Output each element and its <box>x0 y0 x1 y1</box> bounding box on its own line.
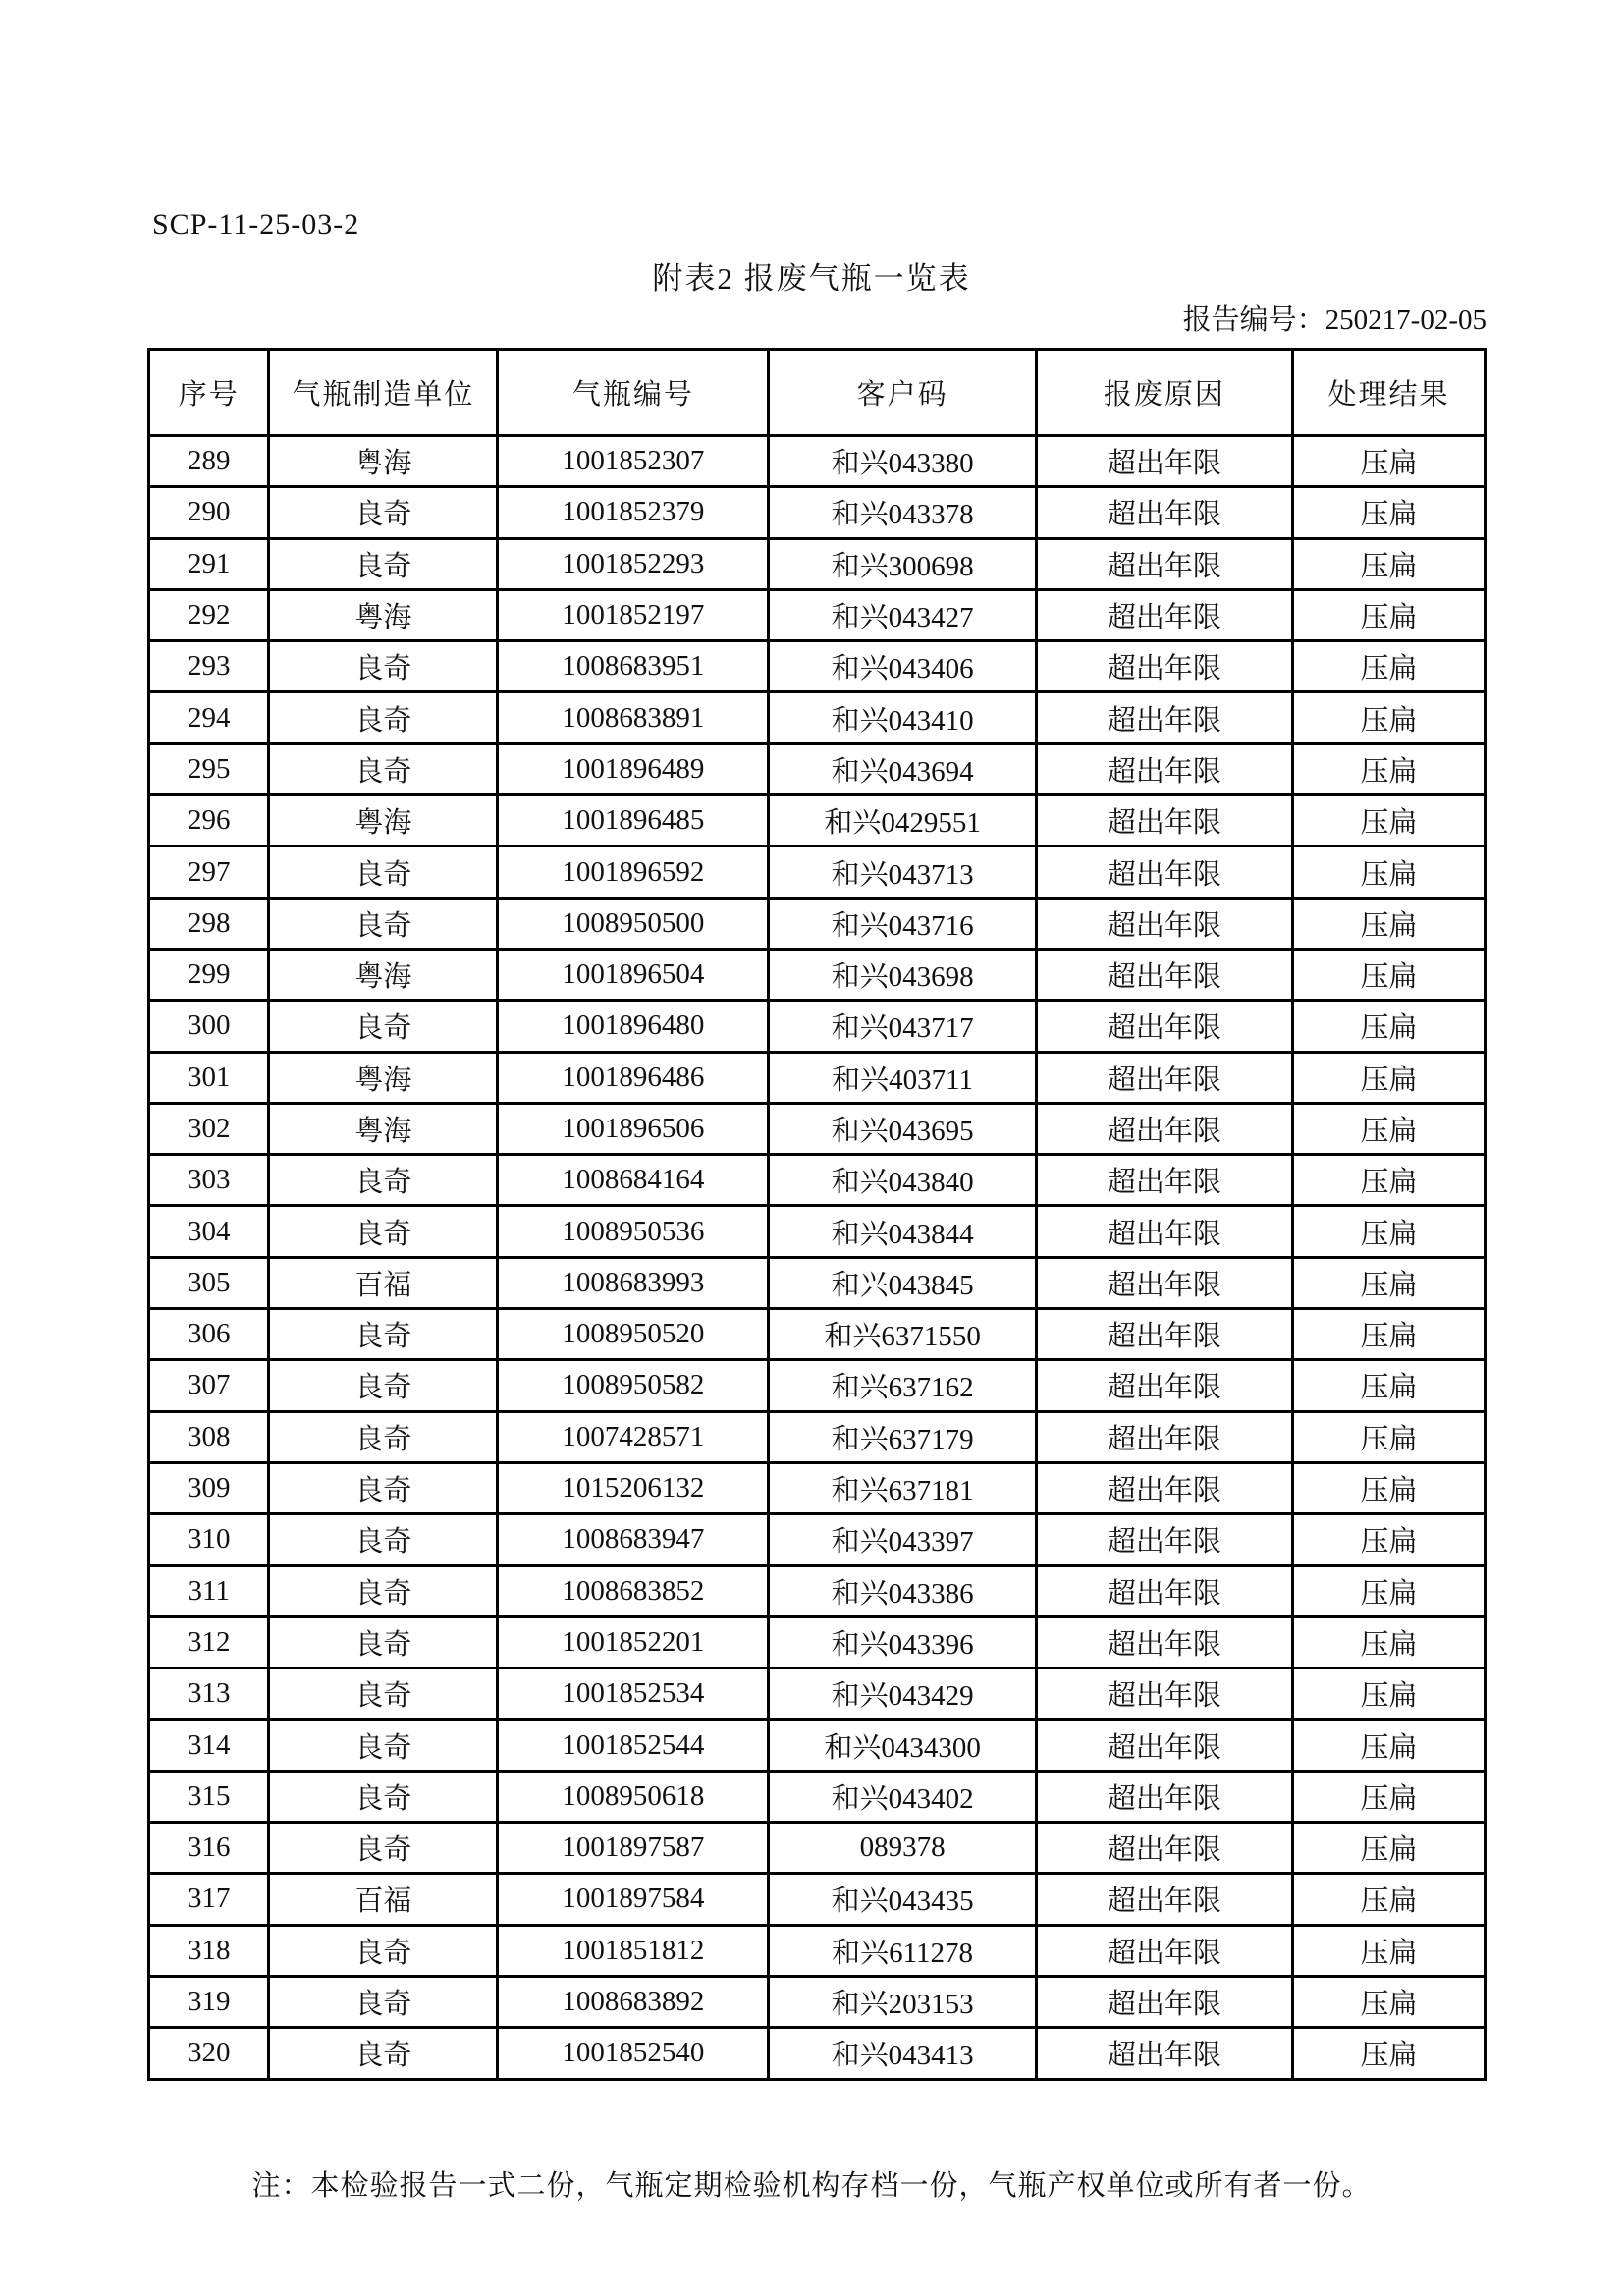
cell-scrap-reason: 超出年限 <box>1036 1462 1292 1513</box>
cell-cylinder-no: 1001896489 <box>498 743 769 794</box>
cell-result: 压扁 <box>1292 1874 1485 1925</box>
cell-result: 压扁 <box>1292 2028 1485 2079</box>
table-row <box>149 1976 1486 2027</box>
cell-seq: 293 <box>149 641 269 692</box>
cell-manufacturer: 粤海 <box>269 1052 498 1103</box>
cell-cylinder-no: 1008950520 <box>498 1309 769 1360</box>
table-header <box>149 350 1486 436</box>
table-row <box>149 692 1486 743</box>
table-row <box>149 1720 1486 1771</box>
cell-manufacturer: 良奇 <box>269 2028 498 2079</box>
col-header-seq: 序号 <box>149 350 269 436</box>
cell-scrap-reason: 超出年限 <box>1036 1001 1292 1052</box>
table-row <box>149 1771 1486 1822</box>
cell-seq: 296 <box>149 795 269 847</box>
cell-seq: 298 <box>149 898 269 949</box>
cell-result: 压扁 <box>1292 1257 1485 1308</box>
cell-scrap-reason: 超出年限 <box>1036 1514 1292 1565</box>
cell-result: 压扁 <box>1292 1462 1485 1513</box>
table-row <box>149 949 1486 1000</box>
cell-scrap-reason: 超出年限 <box>1036 898 1292 949</box>
cell-manufacturer: 百福 <box>269 1257 498 1308</box>
cell-manufacturer: 良奇 <box>269 898 498 949</box>
cell-result: 压扁 <box>1292 898 1485 949</box>
col-header-scrap-reason: 报废原因 <box>1036 350 1292 436</box>
cell-scrap-reason: 超出年限 <box>1036 538 1292 589</box>
cell-manufacturer: 良奇 <box>269 1616 498 1667</box>
cell-customer-code: 和兴0429551 <box>769 795 1036 847</box>
cell-cylinder-no: 1001851812 <box>498 1925 769 1976</box>
cell-customer-code: 和兴043413 <box>769 2028 1036 2079</box>
table-row <box>149 589 1486 640</box>
cell-manufacturer: 粤海 <box>269 436 498 487</box>
cell-scrap-reason: 超出年限 <box>1036 795 1292 847</box>
cell-scrap-reason: 超出年限 <box>1036 1360 1292 1411</box>
cell-scrap-reason: 超出年限 <box>1036 692 1292 743</box>
cell-manufacturer: 良奇 <box>269 1668 498 1720</box>
col-header-manufacturer: 气瓶制造单位 <box>269 350 498 436</box>
table-row <box>149 795 1486 847</box>
table-row <box>149 1001 1486 1052</box>
cell-result: 压扁 <box>1292 743 1485 794</box>
cell-customer-code: 和兴043844 <box>769 1206 1036 1257</box>
cell-result: 压扁 <box>1292 589 1485 640</box>
cell-result: 压扁 <box>1292 1155 1485 1206</box>
report-number-label: 报告编号： <box>1182 304 1325 336</box>
cell-result: 压扁 <box>1292 949 1485 1000</box>
cell-manufacturer: 良奇 <box>269 1720 498 1771</box>
cell-manufacturer: 良奇 <box>269 847 498 898</box>
cell-seq: 309 <box>149 1462 269 1513</box>
cell-seq: 320 <box>149 2028 269 2079</box>
cell-cylinder-no: 1008950618 <box>498 1771 769 1822</box>
cell-seq: 292 <box>149 589 269 640</box>
cell-manufacturer: 良奇 <box>269 1360 498 1411</box>
cell-manufacturer: 良奇 <box>269 1411 498 1462</box>
report-number <box>1183 298 1487 338</box>
cell-customer-code: 和兴043410 <box>769 692 1036 743</box>
table-row <box>149 1052 1486 1103</box>
cell-customer-code: 和兴043386 <box>769 1565 1036 1616</box>
cell-customer-code: 和兴611278 <box>769 1925 1036 1976</box>
cell-manufacturer: 良奇 <box>269 692 498 743</box>
cell-manufacturer: 良奇 <box>269 1206 498 1257</box>
cell-seq: 316 <box>149 1823 269 1874</box>
cell-result: 压扁 <box>1292 1925 1485 1976</box>
table-row <box>149 1565 1486 1616</box>
cell-manufacturer: 良奇 <box>269 1309 498 1360</box>
table-row <box>149 2028 1486 2079</box>
cell-customer-code: 和兴0434300 <box>769 1720 1036 1771</box>
cell-cylinder-no: 1008683951 <box>498 641 769 692</box>
cell-result: 压扁 <box>1292 1668 1485 1720</box>
cell-manufacturer: 良奇 <box>269 1462 498 1513</box>
cell-scrap-reason: 超出年限 <box>1036 1411 1292 1462</box>
cell-result: 压扁 <box>1292 1411 1485 1462</box>
cell-cylinder-no: 1001896486 <box>498 1052 769 1103</box>
cell-manufacturer: 良奇 <box>269 1565 498 1616</box>
cell-customer-code: 和兴203153 <box>769 1976 1036 2027</box>
cell-cylinder-no: 1001896504 <box>498 949 769 1000</box>
cell-seq: 289 <box>149 436 269 487</box>
cell-scrap-reason: 超出年限 <box>1036 1976 1292 2027</box>
cell-cylinder-no: 1001852379 <box>498 487 769 538</box>
cell-seq: 301 <box>149 1052 269 1103</box>
cell-cylinder-no: 1001852534 <box>498 1668 769 1720</box>
cell-result: 压扁 <box>1292 1720 1485 1771</box>
table-row <box>149 1309 1486 1360</box>
cell-seq: 306 <box>149 1309 269 1360</box>
cell-seq: 305 <box>149 1257 269 1308</box>
cell-result: 压扁 <box>1292 1616 1485 1667</box>
table-row <box>149 1411 1486 1462</box>
cell-scrap-reason: 超出年限 <box>1036 1771 1292 1822</box>
cell-result: 压扁 <box>1292 1001 1485 1052</box>
cell-result: 压扁 <box>1292 847 1485 898</box>
cell-cylinder-no: 1008683891 <box>498 692 769 743</box>
footnote: 注：本检验报告一式二份，气瓶定期检验机构存档一份，气瓶产权单位或所有者一份。 <box>251 2170 1372 2202</box>
cell-scrap-reason: 超出年限 <box>1036 1257 1292 1308</box>
cell-seq: 314 <box>149 1720 269 1771</box>
table-row <box>149 1462 1486 1513</box>
cell-result: 压扁 <box>1292 436 1485 487</box>
page-title: 附表2 报废气瓶一览表 <box>652 261 971 296</box>
cell-cylinder-no: 1001852197 <box>498 589 769 640</box>
cell-seq: 302 <box>149 1103 269 1154</box>
cell-cylinder-no: 1001852307 <box>498 436 769 487</box>
doc-code: SCP-11-25-03-2 <box>152 208 360 241</box>
cell-scrap-reason: 超出年限 <box>1036 1823 1292 1874</box>
cell-seq: 308 <box>149 1411 269 1462</box>
cell-cylinder-no: 1008950536 <box>498 1206 769 1257</box>
cell-customer-code: 和兴043845 <box>769 1257 1036 1308</box>
cell-cylinder-no: 1001896480 <box>498 1001 769 1052</box>
cell-result: 压扁 <box>1292 1565 1485 1616</box>
cell-cylinder-no: 1001896485 <box>498 795 769 847</box>
cell-customer-code: 和兴043380 <box>769 436 1036 487</box>
cell-customer-code: 和兴637179 <box>769 1411 1036 1462</box>
cell-customer-code: 和兴043695 <box>769 1103 1036 1154</box>
cell-manufacturer: 良奇 <box>269 538 498 589</box>
cell-result: 压扁 <box>1292 641 1485 692</box>
cell-cylinder-no: 1008683947 <box>498 1514 769 1565</box>
table-body <box>149 436 1486 2080</box>
cell-customer-code: 和兴043435 <box>769 1874 1036 1925</box>
cell-manufacturer: 良奇 <box>269 743 498 794</box>
cell-manufacturer: 良奇 <box>269 1514 498 1565</box>
table-row <box>149 1668 1486 1720</box>
cell-seq: 318 <box>149 1925 269 1976</box>
table-header-row <box>149 350 1486 436</box>
cell-seq: 295 <box>149 743 269 794</box>
cell-seq: 290 <box>149 487 269 538</box>
cell-manufacturer: 良奇 <box>269 1155 498 1206</box>
cell-scrap-reason: 超出年限 <box>1036 1155 1292 1206</box>
col-header-customer-code: 客户码 <box>769 350 1036 436</box>
cell-customer-code: 和兴043694 <box>769 743 1036 794</box>
cell-customer-code: 和兴043406 <box>769 641 1036 692</box>
table-row <box>149 1925 1486 1976</box>
cell-customer-code: 和兴637181 <box>769 1462 1036 1513</box>
cell-result: 压扁 <box>1292 1823 1485 1874</box>
cell-result: 压扁 <box>1292 1309 1485 1360</box>
cell-seq: 304 <box>149 1206 269 1257</box>
cell-customer-code: 和兴043713 <box>769 847 1036 898</box>
cell-cylinder-no: 1008683852 <box>498 1565 769 1616</box>
cell-result: 压扁 <box>1292 1052 1485 1103</box>
cell-manufacturer: 粤海 <box>269 949 498 1000</box>
cell-customer-code: 089378 <box>769 1823 1036 1874</box>
col-header-cylinder-no: 气瓶编号 <box>498 350 769 436</box>
cell-cylinder-no: 1001897587 <box>498 1823 769 1874</box>
cell-customer-code: 和兴043429 <box>769 1668 1036 1720</box>
cell-manufacturer: 良奇 <box>269 1001 498 1052</box>
cell-result: 压扁 <box>1292 1360 1485 1411</box>
table-row <box>149 1823 1486 1874</box>
cell-seq: 299 <box>149 949 269 1000</box>
cell-result: 压扁 <box>1292 1514 1485 1565</box>
cell-cylinder-no: 1015206132 <box>498 1462 769 1513</box>
cell-seq: 317 <box>149 1874 269 1925</box>
cell-result: 压扁 <box>1292 1976 1485 2027</box>
cell-result: 压扁 <box>1292 692 1485 743</box>
cell-manufacturer: 粤海 <box>269 589 498 640</box>
cell-seq: 315 <box>149 1771 269 1822</box>
cell-cylinder-no: 1001896506 <box>498 1103 769 1154</box>
cell-scrap-reason: 超出年限 <box>1036 1206 1292 1257</box>
cell-customer-code: 和兴403711 <box>769 1052 1036 1103</box>
table-row <box>149 1155 1486 1206</box>
cell-cylinder-no: 1008683892 <box>498 1976 769 2027</box>
cell-scrap-reason: 超出年限 <box>1036 436 1292 487</box>
cell-customer-code: 和兴637162 <box>769 1360 1036 1411</box>
cell-scrap-reason: 超出年限 <box>1036 589 1292 640</box>
cell-scrap-reason: 超出年限 <box>1036 847 1292 898</box>
cell-scrap-reason: 超出年限 <box>1036 949 1292 1000</box>
table-row <box>149 1206 1486 1257</box>
cell-manufacturer: 良奇 <box>269 1823 498 1874</box>
cell-scrap-reason: 超出年限 <box>1036 2028 1292 2079</box>
cell-scrap-reason: 超出年限 <box>1036 1565 1292 1616</box>
cell-customer-code: 和兴043396 <box>769 1616 1036 1667</box>
cell-seq: 297 <box>149 847 269 898</box>
cell-cylinder-no: 1007428571 <box>498 1411 769 1462</box>
cell-seq: 294 <box>149 692 269 743</box>
cell-manufacturer: 粤海 <box>269 795 498 847</box>
cell-cylinder-no: 1001852540 <box>498 2028 769 2079</box>
cell-manufacturer: 良奇 <box>269 1771 498 1822</box>
cell-manufacturer: 百福 <box>269 1874 498 1925</box>
cell-scrap-reason: 超出年限 <box>1036 1616 1292 1667</box>
cell-customer-code: 和兴6371550 <box>769 1309 1036 1360</box>
cell-scrap-reason: 超出年限 <box>1036 1052 1292 1103</box>
cell-manufacturer: 良奇 <box>269 1925 498 1976</box>
cell-scrap-reason: 超出年限 <box>1036 1668 1292 1720</box>
cell-result: 压扁 <box>1292 795 1485 847</box>
cell-customer-code: 和兴300698 <box>769 538 1036 589</box>
cell-result: 压扁 <box>1292 1206 1485 1257</box>
cell-scrap-reason: 超出年限 <box>1036 1103 1292 1154</box>
table-row <box>149 1103 1486 1154</box>
cell-scrap-reason: 超出年限 <box>1036 743 1292 794</box>
cell-customer-code: 和兴043402 <box>769 1771 1036 1822</box>
table-row <box>149 436 1486 487</box>
report-number-value: 250217-02-05 <box>1325 304 1487 336</box>
cell-scrap-reason: 超出年限 <box>1036 1309 1292 1360</box>
cell-cylinder-no: 1008684164 <box>498 1155 769 1206</box>
cell-result: 压扁 <box>1292 1103 1485 1154</box>
cell-customer-code: 和兴043717 <box>769 1001 1036 1052</box>
cell-seq: 313 <box>149 1668 269 1720</box>
cell-scrap-reason: 超出年限 <box>1036 641 1292 692</box>
cell-customer-code: 和兴043716 <box>769 898 1036 949</box>
cell-cylinder-no: 1008683993 <box>498 1257 769 1308</box>
table-row <box>149 847 1486 898</box>
cell-scrap-reason: 超出年限 <box>1036 1925 1292 1976</box>
cell-seq: 303 <box>149 1155 269 1206</box>
table-row <box>149 1616 1486 1667</box>
cell-cylinder-no: 1001852201 <box>498 1616 769 1667</box>
cell-customer-code: 和兴043840 <box>769 1155 1036 1206</box>
cell-cylinder-no: 1008950582 <box>498 1360 769 1411</box>
table-row <box>149 1514 1486 1565</box>
cell-manufacturer: 良奇 <box>269 641 498 692</box>
cell-cylinder-no: 1001896592 <box>498 847 769 898</box>
table-row <box>149 1257 1486 1308</box>
cell-seq: 312 <box>149 1616 269 1667</box>
table-row <box>149 1360 1486 1411</box>
table-row <box>149 743 1486 794</box>
cell-customer-code: 和兴043378 <box>769 487 1036 538</box>
cell-scrap-reason: 超出年限 <box>1036 1874 1292 1925</box>
cell-result: 压扁 <box>1292 487 1485 538</box>
col-header-result: 处理结果 <box>1292 350 1485 436</box>
cell-seq: 319 <box>149 1976 269 2027</box>
cell-cylinder-no: 1008950500 <box>498 898 769 949</box>
cell-manufacturer: 良奇 <box>269 1976 498 2027</box>
cell-customer-code: 和兴043397 <box>769 1514 1036 1565</box>
cell-cylinder-no: 1001897584 <box>498 1874 769 1925</box>
table-row <box>149 641 1486 692</box>
cell-seq: 291 <box>149 538 269 589</box>
cell-manufacturer: 粤海 <box>269 1103 498 1154</box>
cell-customer-code: 和兴043427 <box>769 589 1036 640</box>
cell-seq: 311 <box>149 1565 269 1616</box>
table-row <box>149 898 1486 949</box>
cell-manufacturer: 良奇 <box>269 487 498 538</box>
table-row <box>149 487 1486 538</box>
cell-scrap-reason: 超出年限 <box>1036 1720 1292 1771</box>
scrap-cylinder-table <box>147 348 1487 2081</box>
table-row <box>149 538 1486 589</box>
cell-result: 压扁 <box>1292 538 1485 589</box>
cell-cylinder-no: 1001852293 <box>498 538 769 589</box>
cell-seq: 307 <box>149 1360 269 1411</box>
cell-seq: 310 <box>149 1514 269 1565</box>
cell-result: 压扁 <box>1292 1771 1485 1822</box>
cell-seq: 300 <box>149 1001 269 1052</box>
cell-scrap-reason: 超出年限 <box>1036 487 1292 538</box>
table-row <box>149 1874 1486 1925</box>
cell-cylinder-no: 1001852544 <box>498 1720 769 1771</box>
cell-customer-code: 和兴043698 <box>769 949 1036 1000</box>
